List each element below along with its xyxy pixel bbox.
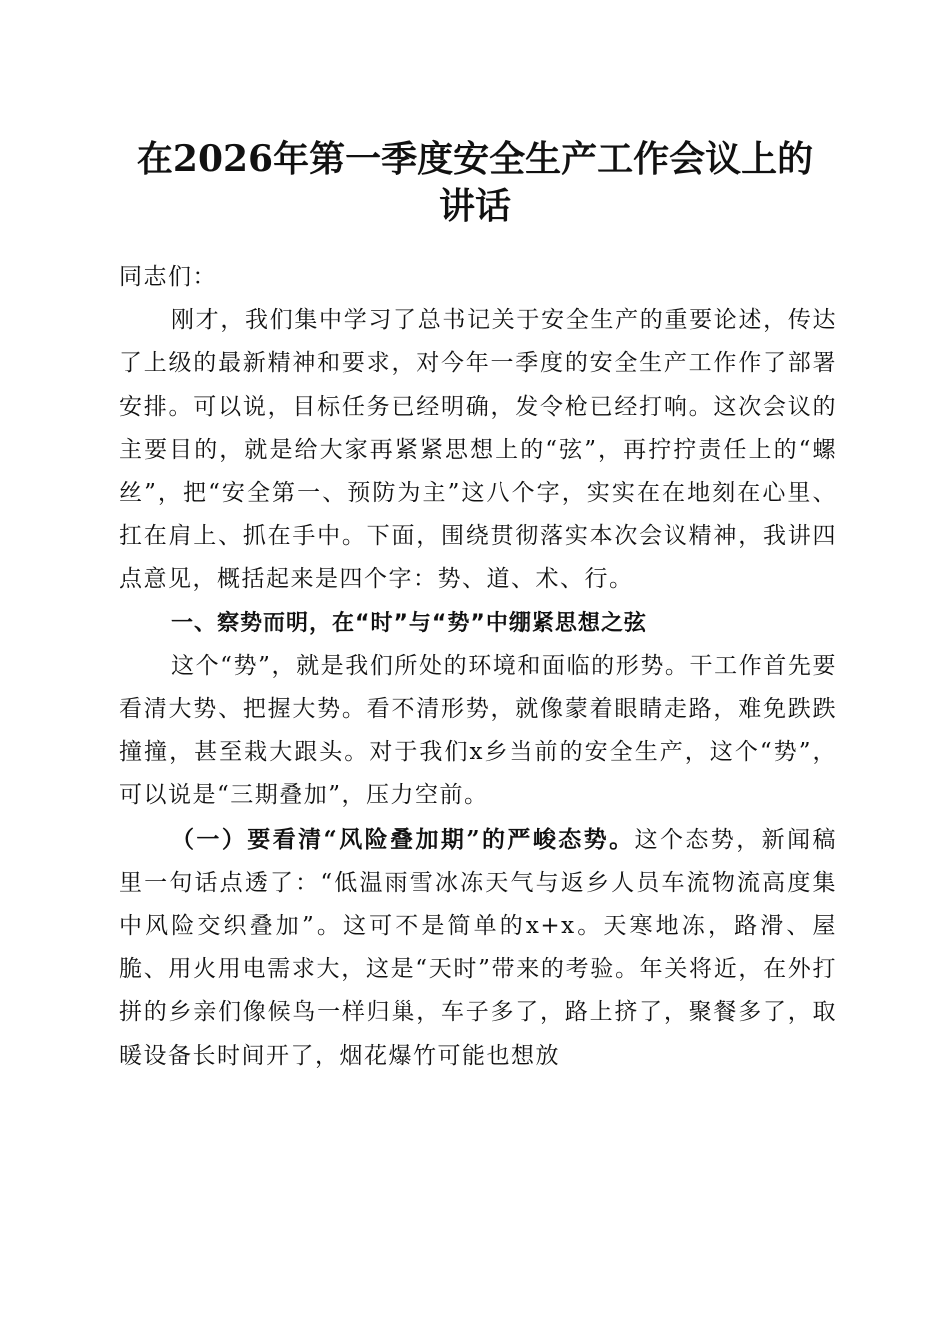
paragraph-intro: 刚才，我们集中学习了总书记关于安全生产的重要论述，传达了上级的最新精神和要求，对今年一季度的安全生产工作作了部署安排。可以说，目标任务已经明确，发令枪已经打响。这次会议的主要目的，就是给大家再紧紧思想上的“弦”，再拧拧责任上的“螺丝”，把“安全第一、预防为主”这八个字，实实在在地刻在心里、扛在肩上、抓在手中。下面，围绕贯彻落实本次会议精神，我讲四点意见，概括起来是四个字：势、道、术、行。 <box>119 307 837 593</box>
salutation: 同志们： <box>119 264 217 290</box>
section-heading-1: 一、察势而明，在“时”与“势”中绷紧思想之弦 <box>171 610 647 636</box>
document-title: 在2026年第一季度安全生产工作会议上的讲话 <box>136 138 814 227</box>
paragraph-risk-text: 这个态势，新闻稿里一句话点透了：“低温雨雪冰冻天气与返乡人员车流物流高度集中风险交织叠加”。这可不是简单的x+x。天寒地冻，路滑、屋脆、用火用电需求大，这是“天时”带来的考验。年关将近，在外打拼的乡亲们像候鸟一样归巢，车子多了，路上挤了，聚餐多了，取暖设备长时间开了，烟花爆竹可能也想放 <box>119 826 838 1069</box>
paragraph-risk <box>119 818 837 1078</box>
paragraph-situation: 这个“势”，就是我们所处的环境和面临的形势。干工作首先要看清大势、把握大势。看不清形势，就像蒙着眼睛走路，难免跌跌撞撞，甚至栽大跟头。对于我们x乡当前的安全生产，这个“势”，可以说是“三期叠加”，压力空前。 <box>119 652 837 809</box>
sub-heading-1: （一）要看清“风险叠加期”的严峻态势。 <box>171 825 635 853</box>
document-body <box>119 256 837 1078</box>
